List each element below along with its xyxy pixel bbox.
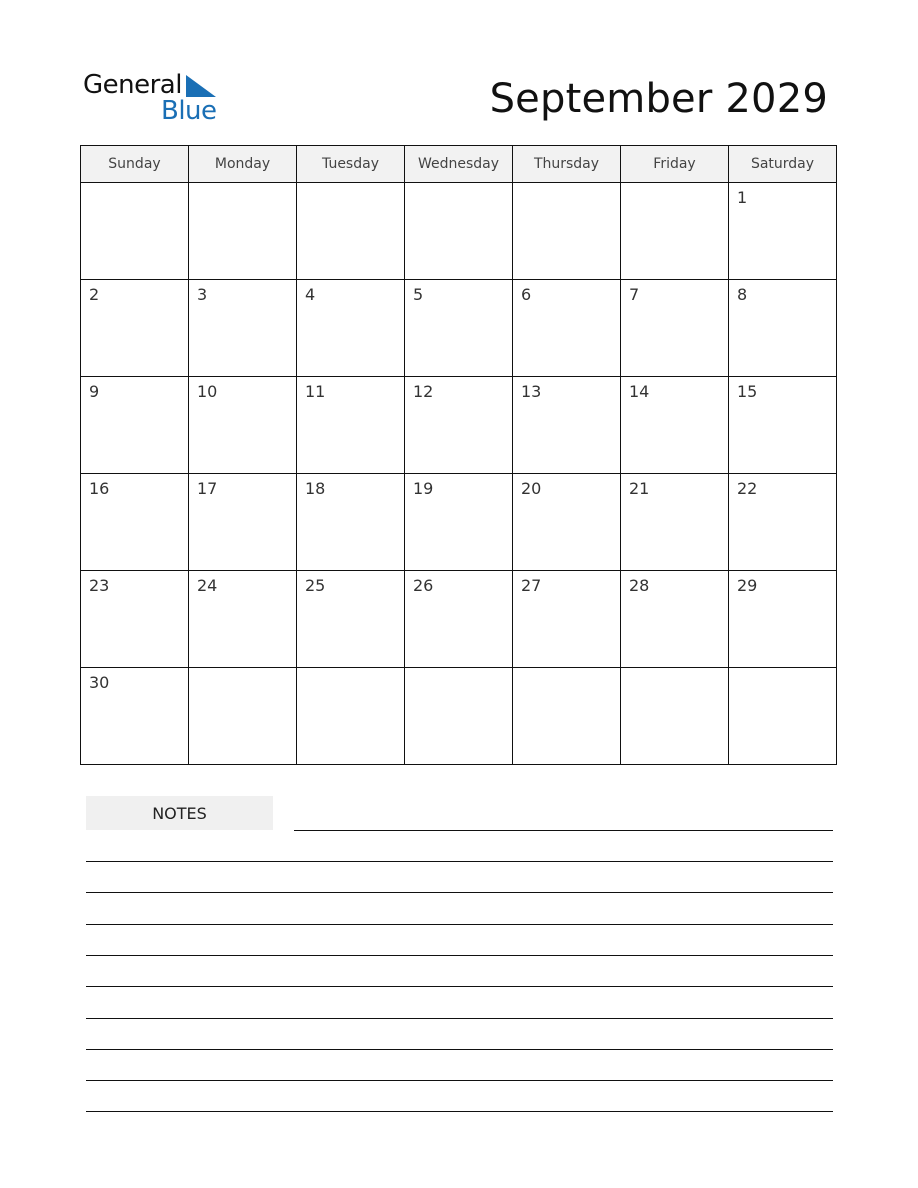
calendar-week-row xyxy=(81,280,837,377)
day-number: 30 xyxy=(89,673,110,692)
day-number xyxy=(729,668,836,673)
empty-day-cell[interactable] xyxy=(729,668,837,765)
weekday-header: Thursday xyxy=(513,146,621,183)
day-cell[interactable] xyxy=(189,377,297,474)
day-number xyxy=(81,183,188,188)
day-number: 20 xyxy=(521,479,542,498)
day-number: 17 xyxy=(197,479,218,498)
day-number: 5 xyxy=(413,285,424,304)
empty-day-cell[interactable] xyxy=(297,668,405,765)
day-cell[interactable] xyxy=(81,571,189,668)
logo-word-general: General xyxy=(83,70,182,100)
empty-day-cell[interactable] xyxy=(405,668,513,765)
logo-word-blue: Blue xyxy=(161,96,217,126)
empty-day-cell[interactable] xyxy=(513,668,621,765)
notes-line[interactable] xyxy=(86,955,833,956)
day-number: 8 xyxy=(737,285,748,304)
weekday-header: Wednesday xyxy=(405,146,513,183)
day-cell[interactable] xyxy=(621,280,729,377)
day-number: 12 xyxy=(413,382,434,401)
day-cell[interactable] xyxy=(81,280,189,377)
day-cell[interactable] xyxy=(81,474,189,571)
notes-line[interactable] xyxy=(86,1111,833,1112)
notes-line[interactable] xyxy=(86,924,833,925)
day-number xyxy=(405,668,512,673)
calendar-week-row xyxy=(81,668,837,765)
day-number: 1 xyxy=(737,188,748,207)
empty-day-cell[interactable] xyxy=(621,668,729,765)
calendar-week-row xyxy=(81,377,837,474)
day-cell[interactable] xyxy=(405,280,513,377)
day-cell[interactable] xyxy=(405,474,513,571)
day-cell[interactable] xyxy=(729,474,837,571)
notes-line[interactable] xyxy=(86,861,833,862)
day-number: 13 xyxy=(521,382,542,401)
day-number: 2 xyxy=(89,285,100,304)
day-number: 19 xyxy=(413,479,434,498)
empty-day-cell[interactable] xyxy=(405,183,513,280)
calendar-week-row xyxy=(81,474,837,571)
day-cell[interactable] xyxy=(81,377,189,474)
empty-day-cell[interactable] xyxy=(297,183,405,280)
day-number xyxy=(621,183,728,188)
day-number: 25 xyxy=(305,576,326,595)
day-cell[interactable] xyxy=(513,377,621,474)
day-number: 15 xyxy=(737,382,758,401)
day-cell[interactable] xyxy=(297,377,405,474)
day-number xyxy=(297,183,404,188)
day-number: 28 xyxy=(629,576,650,595)
day-number: 27 xyxy=(521,576,542,595)
day-cell[interactable] xyxy=(729,280,837,377)
day-number xyxy=(189,668,296,673)
empty-day-cell[interactable] xyxy=(189,668,297,765)
day-number xyxy=(189,183,296,188)
day-cell[interactable] xyxy=(513,474,621,571)
day-number: 6 xyxy=(521,285,532,304)
day-number: 11 xyxy=(305,382,326,401)
day-number: 22 xyxy=(737,479,758,498)
day-cell[interactable] xyxy=(513,571,621,668)
weekday-header: Tuesday xyxy=(297,146,405,183)
empty-day-cell[interactable] xyxy=(81,183,189,280)
empty-day-cell[interactable] xyxy=(189,183,297,280)
page-title: September 2029 xyxy=(489,76,828,122)
day-cell[interactable] xyxy=(297,280,405,377)
day-number: 23 xyxy=(89,576,110,595)
empty-day-cell[interactable] xyxy=(621,183,729,280)
weekday-header: Friday xyxy=(621,146,729,183)
day-cell[interactable] xyxy=(729,183,837,280)
day-cell[interactable] xyxy=(729,571,837,668)
day-cell[interactable] xyxy=(621,571,729,668)
day-cell[interactable] xyxy=(189,280,297,377)
day-cell[interactable] xyxy=(189,474,297,571)
day-number: 4 xyxy=(305,285,316,304)
calendar-week-row xyxy=(81,571,837,668)
day-number: 18 xyxy=(305,479,326,498)
empty-day-cell[interactable] xyxy=(513,183,621,280)
day-number xyxy=(513,183,620,188)
notes-line[interactable] xyxy=(86,1049,833,1050)
notes-line[interactable] xyxy=(86,1080,833,1081)
day-cell[interactable] xyxy=(405,377,513,474)
day-number: 16 xyxy=(89,479,110,498)
weekday-header: Saturday xyxy=(729,146,837,183)
day-cell[interactable] xyxy=(513,280,621,377)
notes-line[interactable] xyxy=(294,830,833,831)
day-number xyxy=(513,668,620,673)
weekday-header: Monday xyxy=(189,146,297,183)
notes-line[interactable] xyxy=(86,892,833,893)
day-number: 29 xyxy=(737,576,758,595)
weekday-header: Sunday xyxy=(81,146,189,183)
calendar-week-row xyxy=(81,183,837,280)
day-cell[interactable] xyxy=(81,668,189,765)
notes-line[interactable] xyxy=(86,986,833,987)
calendar-grid xyxy=(80,145,837,765)
day-cell[interactable] xyxy=(297,474,405,571)
day-cell[interactable] xyxy=(621,377,729,474)
day-number: 10 xyxy=(197,382,218,401)
day-number: 26 xyxy=(413,576,434,595)
day-number: 9 xyxy=(89,382,100,401)
day-number: 24 xyxy=(197,576,218,595)
logo-triangle-icon xyxy=(186,75,216,97)
day-number: 14 xyxy=(629,382,650,401)
day-cell[interactable] xyxy=(405,571,513,668)
day-cell[interactable] xyxy=(621,474,729,571)
weekday-header-row xyxy=(81,146,837,183)
notes-line[interactable] xyxy=(86,1018,833,1019)
notes-label: NOTES xyxy=(86,796,273,830)
day-number: 21 xyxy=(629,479,650,498)
day-cell[interactable] xyxy=(729,377,837,474)
logo xyxy=(83,70,223,126)
day-number xyxy=(405,183,512,188)
day-number xyxy=(621,668,728,673)
day-number: 7 xyxy=(629,285,640,304)
day-number: 3 xyxy=(197,285,208,304)
day-number xyxy=(297,668,404,673)
day-cell[interactable] xyxy=(297,571,405,668)
day-cell[interactable] xyxy=(189,571,297,668)
